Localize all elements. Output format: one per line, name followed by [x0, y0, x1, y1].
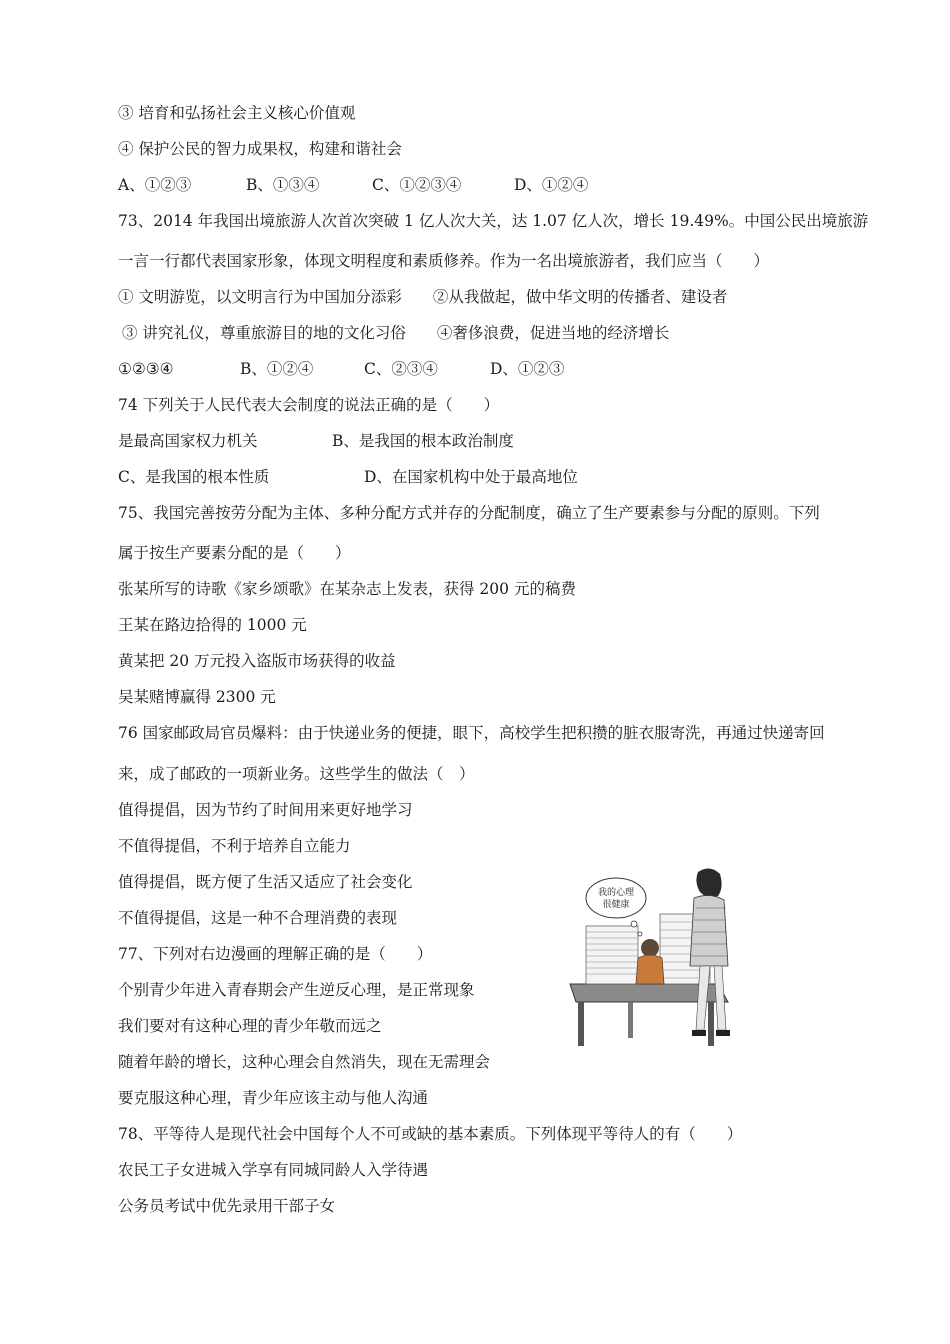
q78-stem: 78、平等待人是现代社会中国每个人不可或缺的基本素质。下列体现平等待人的有（ ） [118, 1125, 743, 1143]
q78-option-b: 公务员考试中优先录用干部子女 [118, 1197, 336, 1215]
q74-row-1 [118, 431, 514, 451]
q73-options-line-1: ① 文明游览，以文明言行为中国加分添彩 ②从我做起，做中华文明的传播者、建设者 [118, 288, 728, 306]
q75-option-c: 黄某把 20 万元投入盗版市场获得的收益 [118, 652, 396, 670]
q73-options-line-2: ③ 讲究礼仪，尊重旅游目的地的文化习俗 ④奢侈浪费，促进当地的经济增长 [122, 324, 670, 342]
q77-option-b: 我们要对有这种心理的青少年敬而远之 [118, 1017, 382, 1035]
q73-choices [118, 359, 564, 379]
q74-stem: 74 下列关于人民代表大会制度的说法正确的是（ ） [118, 396, 500, 414]
q73-stem-line-2: 一言一行都代表国家形象，体现文明程度和素质修养。作为一名出境旅游者，我们应当（ ） [118, 252, 770, 270]
q72-choices [118, 175, 588, 195]
q76-option-a: 值得提倡，因为节约了时间用来更好地学习 [118, 801, 413, 819]
q72-option-4: ④ 保护公民的智力成果权，构建和谐社会 [118, 140, 402, 158]
q75-option-b: 王某在路边拾得的 1000 元 [118, 616, 307, 634]
q75-option-a: 张某所写的诗歌《家乡颂歌》在某杂志上发表，获得 200 元的稿费 [118, 580, 576, 598]
q75-option-d: 吴某赌博赢得 2300 元 [118, 688, 276, 706]
q72-option-3: ③ 培育和弘扬社会主义核心价值观 [118, 104, 356, 122]
q76-option-d: 不值得提倡，这是一种不合理消费的表现 [118, 909, 398, 927]
q73-choice-b: B、①②④ [240, 360, 314, 378]
q76-option-b: 不值得提倡，不利于培养自立能力 [118, 837, 351, 855]
q76-option-c: 值得提倡，既方便了生活又适应了社会变化 [118, 873, 413, 891]
q73-choice-d: D、①②③ [490, 360, 565, 378]
bubble-text-2: 很健康 [602, 900, 630, 910]
q77-option-d: 要克服这种心理，青少年应该主动与他人沟通 [118, 1089, 429, 1107]
q72-choice-c: C、①②③④ [372, 176, 462, 194]
q74-option-a: 是最高国家权力机关 [118, 432, 258, 450]
q74-option-c: C、是我国的根本性质 [118, 468, 270, 486]
q73-choice-c: C、②③④ [364, 360, 438, 378]
q75-stem-line-2: 属于按生产要素分配的是（ ） [118, 544, 351, 562]
q72-choice-d: D、①②④ [514, 176, 589, 194]
q78-option-a: 农民工子女进城入学享有同城同龄人入学待遇 [118, 1161, 429, 1179]
q74-option-d: D、在国家机构中处于最高地位 [364, 468, 578, 486]
q77-stem: 77、下列对右边漫画的理解正确的是（ ） [118, 945, 433, 963]
cartoon-drawing [568, 862, 740, 1052]
q72-choice-b: B、①③④ [246, 176, 320, 194]
bubble-text-1: 我的心理 [597, 888, 635, 898]
q75-stem-line-1: 75、我国完善按劳分配为主体、多种分配方式并存的分配制度，确立了生产要素参与分配的原则。下列 [118, 504, 820, 522]
q76-stem-line-2: 来，成了邮政的一项新业务。这些学生的做法（ ） [118, 765, 475, 783]
q73-choice-a: ①②③④ [118, 360, 174, 378]
q74-row-2 [118, 467, 578, 487]
q76-stem-line-1: 76 国家邮政局官员爆料：由于快递业务的便捷，眼下，高校学生把积攒的脏衣服寄洗，再通过快递寄回 [118, 724, 825, 742]
cartoon-illustration [568, 862, 740, 1052]
q77-option-a: 个别青少年进入青春期会产生逆反心理，是正常现象 [118, 981, 475, 999]
q77-option-c: 随着年龄的增长，这种心理会自然消失，现在无需理会 [118, 1053, 491, 1071]
q74-option-b: B、是我国的根本政治制度 [332, 432, 514, 450]
q73-stem-line-1: 73、2014 年我国出境旅游人次首次突破 1 亿人次大关，达 1.07 亿人次，增长 19.49%。中国公民出境旅游 [118, 212, 869, 230]
q72-choice-a: A、①②③ [118, 176, 192, 194]
